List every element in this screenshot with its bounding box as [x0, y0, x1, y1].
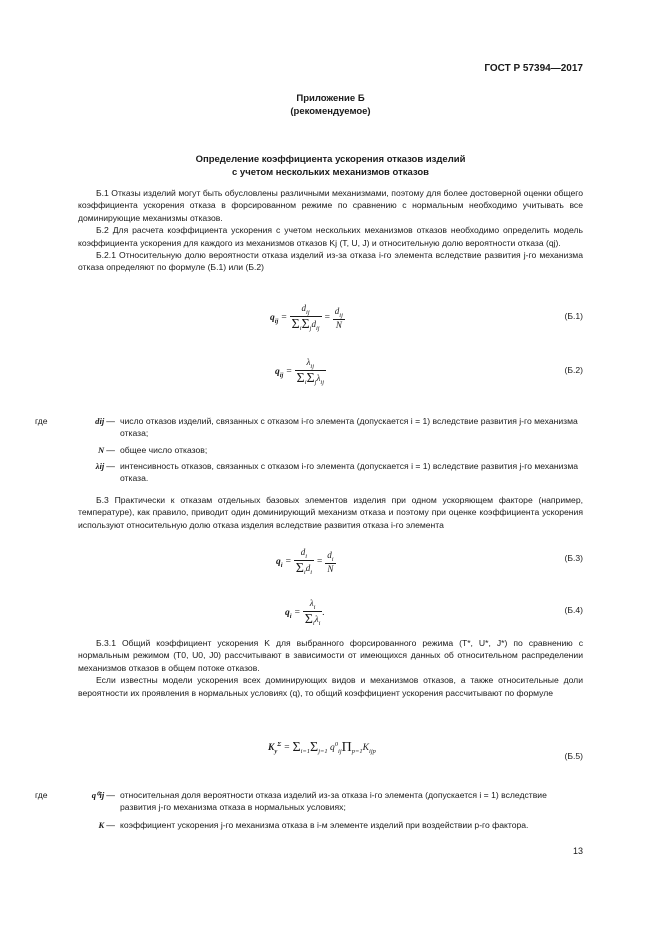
formula-b3: $q_i$ = $\frac{d_i}{\Sigma_id_i}$ = $\frac{d_i}{N}$ [276, 547, 334, 576]
paragraph-b1 [78, 187, 583, 274]
definition-text: общее число отказов; [120, 445, 208, 455]
definition-symbol: K — [98, 820, 115, 830]
appendix-title: Приложение Б [296, 93, 365, 104]
paragraph-b31 [78, 637, 583, 699]
where-label: где [35, 790, 48, 800]
standard-header: ГОСТ Р 57394—2017 [484, 63, 583, 74]
formula-b2: $q_{ij}$ = $\frac{\lambda_{ij}}{\Sigma_i\Sigma_j\lambda_{ij}}$ [275, 357, 325, 386]
paragraph-b31b-text: Если известны модели ускорения всех доминирующих видов и механизмов отказов, а также относительные доли вероятности их проявления в нормальных условиях (q), то общий коэффициент ускорения рассчитывают по формуле [78, 675, 583, 698]
formula-b1: $q_{ij}$ = $\frac{d_{ij}}{\Sigma_i\Sigma_jd_{ij}}$ = $\frac{d_{ij}}{N}$ [270, 303, 343, 332]
definitions-list-1 [35, 415, 583, 485]
definition-symbol: λij — [95, 461, 115, 471]
formula-b3-number: (Б.3) [564, 553, 583, 563]
page-number: 13 [572, 846, 583, 856]
where-label: где [35, 416, 48, 426]
paragraph-b1-text: Б.1 Отказы изделий могут быть обусловлены различными механизмами, поэтому для более достоверной оценки общего коэффициента ускорения отказа в форсированном режиме по сравнению с нормальным необходимо учитывать все доминирующие механизмы отказов. [78, 188, 583, 223]
definition-symbol: q⁰ij — [91, 790, 115, 800]
definitions-list-2 [35, 789, 583, 837]
definition-text: коэффициент ускорения j-го механизма отказа в i-м элементе изделий при воздействии p-го фактора. [120, 820, 529, 830]
section-title-line2: с учетом нескольких механизмов отказов [231, 167, 430, 178]
paragraph-b2-text: Б.2 Для расчета коэффициента ускорения с учетом нескольких механизмов отказов необходимо определить модель коэффициента ускорения для каждого из механизмов отказов Kj (T, U, J) и относительную долю вероятности отказа (qj). [78, 225, 583, 248]
formula-b4-number: (Б.4) [564, 605, 583, 615]
paragraph-b3-text: Б.3 Практически к отказам отдельных базовых элементов изделия при одном ускоряющем факторе (например, температуре), как правило, приводит один доминирующий механизм отказа и поэтому при оценке коэффициента ускорения используют относительную долю отказа изделия вследствие развития отказа i-го элемента [78, 495, 583, 530]
formula-b1-number: (Б.1) [564, 311, 583, 321]
formula-b4: $q_i$ = $\frac{\lambda_i}{\Sigma_i\lambda_i}$ . [285, 598, 325, 627]
appendix-subtitle: (рекомендуемое) [290, 106, 371, 117]
formula-b2-number: (Б.2) [564, 365, 583, 375]
paragraph-b3 [78, 494, 583, 531]
definition-text: интенсивность отказов, связанных с отказом i-го элемента (допускается i = 1) вследствие развития j-го механизма отказа. [120, 461, 579, 484]
formula-b5: $K_y^\Sigma = \Sigma_{i=1}\Sigma_{j=1}$ $q^0_{ij}\Pi_{p=1}K_{ijp}$ [268, 740, 376, 756]
definition-symbol: dij — [95, 416, 115, 426]
definition-symbol: N — [98, 445, 115, 455]
definition-text: относительная доля вероятности отказа изделий из-за отказа i-го элемента (допускается i = 1) вследствие развития j-го механизма отказа в нормальных условиях; [120, 790, 547, 813]
paragraph-b21-text: Б.2.1 Относительную долю вероятности отказа изделий из-за отказа i-го элемента вследствие развития j-го механизма отказа определяют по формуле (Б.1) или (Б.2) [78, 250, 583, 273]
section-title-line1: Определение коэффициента ускорения отказов изделий [195, 154, 466, 165]
definition-text: число отказов изделий, связанных с отказом i-го элемента (допускается i = 1) вследствие развития j-го механизма отказа; [120, 416, 578, 439]
formula-b5-number: (Б.5) [564, 751, 583, 761]
paragraph-b31-text: Б.3.1 Общий коэффициент ускорения K для выбранного форсированного режима (T*, U*, J*) по сравнению с нормальным режимом (T0, U0, J0) рассчитывают в зависимости от имеющихся данных об относительном распределении механизмов отказов в общем потоке отказов. [78, 638, 583, 673]
